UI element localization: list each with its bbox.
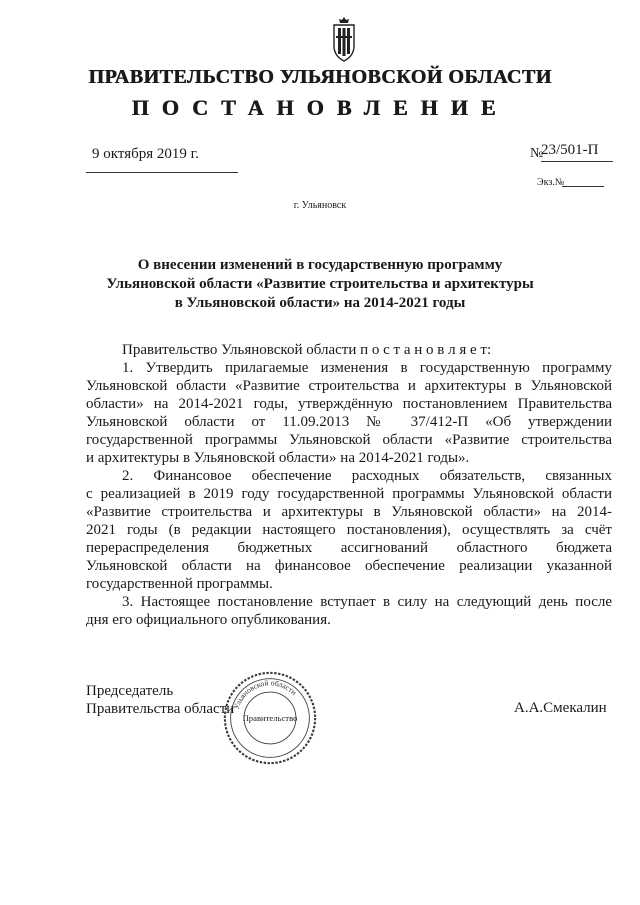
document-title [60, 256, 580, 313]
body-line: дня его официального опубликования. [86, 612, 331, 628]
body-line: 2. Финансовое обеспечение расходных обязательств, связанных [122, 468, 612, 484]
body-line: «Развитие строительства и архитектуры в Ульяновской области» на 2014- [86, 504, 612, 520]
body-line: 1. Утвердить прилагаемые изменения в государственную программу [122, 360, 612, 376]
number-sign: № [530, 146, 544, 161]
body-line: перераспределения бюджетных ассигнований областного бюджета [86, 540, 612, 556]
body-line: области» на 2014-2021 годы, утверждённую постановлением Правительства [86, 396, 612, 412]
official-seal [222, 670, 318, 766]
signer-position-line: Правительства области [86, 701, 235, 717]
government-name: ПРАВИТЕЛЬСТВО УЛЬЯНОВСКОЙ ОБЛАСТИ [88, 66, 552, 88]
title-line: О внесении изменений в государственную программу [137, 257, 503, 273]
date-underline [86, 172, 238, 173]
signer-name: А.А.Смекалин [514, 700, 607, 716]
body-line: 2021 годы (в редакции настоящего постановления), осуществлять за счёт [86, 522, 612, 538]
body-line: и архитектуры в Ульяновской области» на 2014-2021 годы». [86, 450, 470, 466]
seal-center-text: Правительство [242, 712, 298, 723]
city: г. Ульяновск [293, 200, 347, 211]
title-line: Ульяновской области «Развитие строительства и архитектуры [106, 276, 534, 292]
body-line: государственной программы Ульяновской области «Развитие строительства [86, 432, 612, 448]
copy-number-underline [562, 186, 604, 187]
copy-number-label: Экз.№ [537, 177, 565, 188]
body-line: государственной программы. [86, 576, 273, 592]
body-line: Ульяновской области от 11.09.2013 № 37/412-П «Об утверждении [86, 414, 612, 430]
body-line: Ульяновской области на финансовое обеспечение реализации указанной [86, 558, 612, 574]
title-line: в Ульяновской области» на 2014-2021 годы [174, 295, 466, 311]
body-line: с реализацией в 2019 году государственной программы Ульяновской области [86, 486, 612, 502]
signer-position-line: Председатель [86, 683, 174, 699]
body-line: Ульяновской области «Развитие строительства и архитектуры в Ульяновской [86, 378, 612, 394]
preamble-line: Правительство Ульяновской области п о с т а н о в л я е т: [122, 342, 492, 358]
coat-of-arms-icon [331, 16, 357, 62]
signer-position [86, 682, 234, 718]
body-line: 3. Настоящее постановление вступает в силу на следующий день после [122, 594, 612, 610]
document-type: ПОСТАНОВЛЕНИЕ [131, 95, 509, 120]
seal-ring-text: Ульяновской области [231, 678, 299, 711]
document-number: 23/501-П [541, 142, 599, 158]
number-underline [541, 161, 613, 162]
document-date: 9 октября 2019 г. [92, 146, 199, 162]
